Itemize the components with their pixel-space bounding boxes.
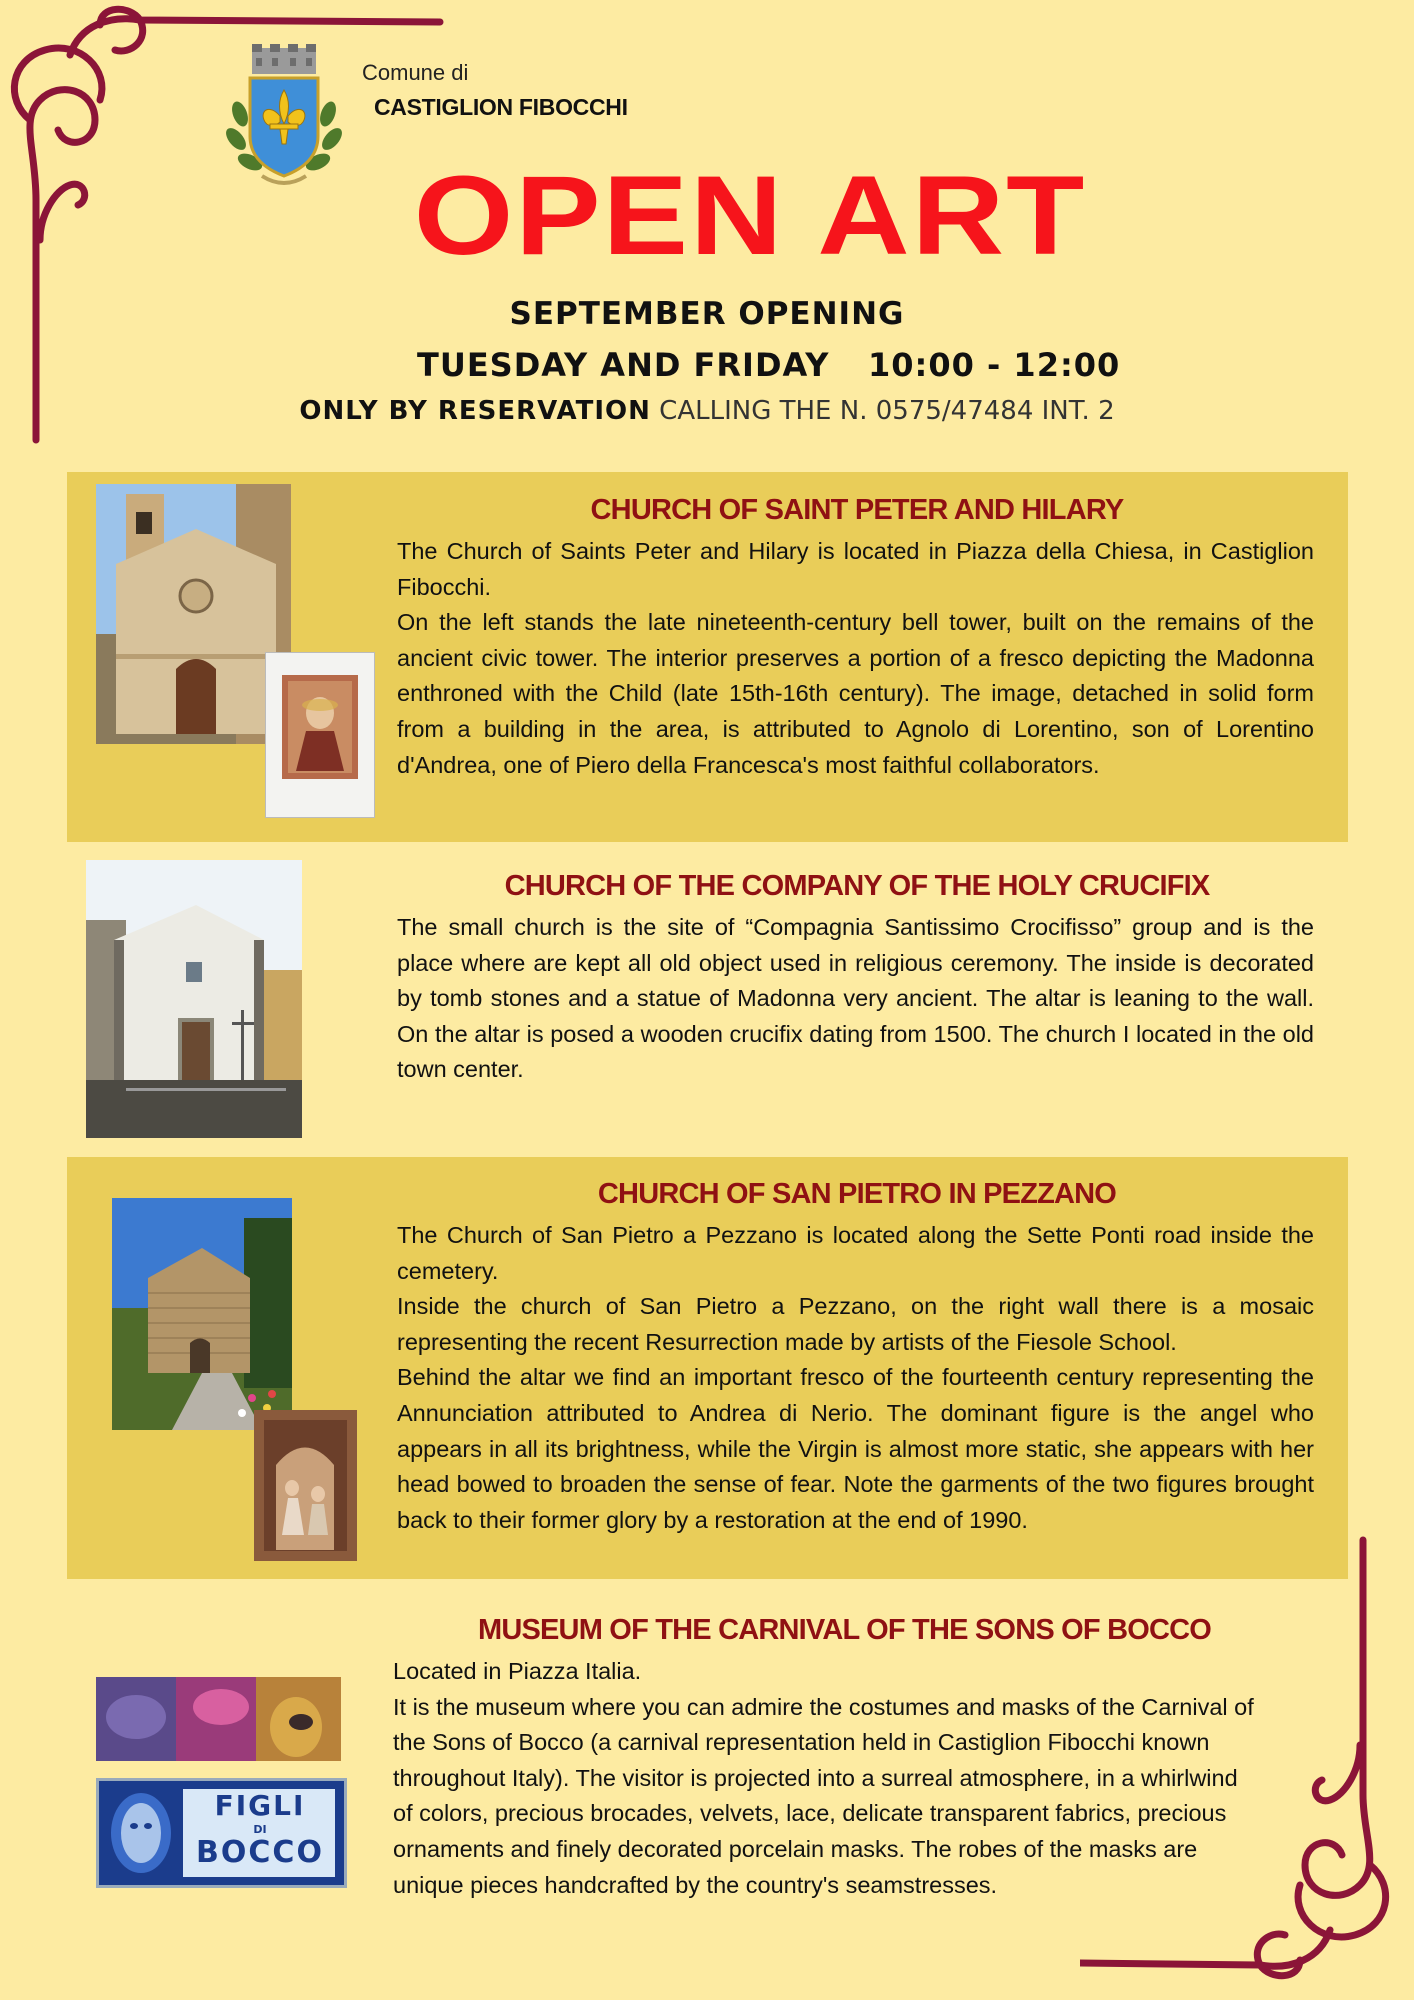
logo-line-1: FIGLI	[214, 1789, 306, 1822]
section-4-title: MUSEUM OF THE CARNIVAL OF THE SONS OF BOCCO	[477, 1614, 1212, 1646]
church-holy-crucifix-photo	[86, 860, 302, 1138]
reservation-phone: CALLING THE N. 0575/47484 INT. 2	[650, 396, 1115, 426]
section-2-title: CHURCH OF THE COMPANY OF THE HOLY CRUCIFIX	[504, 870, 1210, 902]
page-title: OPEN ART	[413, 152, 1087, 279]
section-3-title: CHURCH OF SAN PIETRO IN PEZZANO	[597, 1178, 1117, 1210]
logo-line-2: DI	[253, 1823, 267, 1836]
opening-hours: 10:00 - 12:00	[868, 346, 1121, 384]
fresco-annunciation-photo	[254, 1410, 357, 1561]
opening-days: TUESDAY AND FRIDAY	[417, 346, 830, 384]
section-1-paragraph: On the left stands the late nineteenth-century bell tower, built on the remains of the ancient civic tower. The interior preserves a portion of a fresco depicting the Madonna enthroned with the Child (late 15th-16th century). The image, detached in solid form from a building in the area, is attributed to Agnolo di Lorentino, son of Lorentino d'Andrea, one of Piero della Francesca's most faithful collaborators.	[397, 609, 1314, 778]
section-4-body	[393, 1654, 1255, 1903]
comune-name: CASTIGLION FIBOCCHI	[374, 94, 628, 120]
opening-days-row	[0, 346, 1414, 386]
section-3-paragraph: Behind the altar we find an important fresco of the fourteenth century representing the Annunciation attributed to Andrea di Nerio. The dominant figure is the angel who appears in all its brightness, while the Virgin is almost more static, she appears with her head bowed to broaden the sense of fear. Note the garments of the two figures brought back to their former glory by a restoration at the end of 1990.	[397, 1364, 1314, 1533]
section-3-paragraph: Inside the church of San Pietro a Pezzano, on the right wall there is a mosaic representing the recent Resurrection made by artists of the Fiesole School.	[397, 1293, 1314, 1355]
comune-label: Comune di	[362, 60, 469, 85]
carnival-masks-photo	[96, 1677, 341, 1761]
section-1-title: CHURCH OF SAINT PETER AND HILARY	[590, 494, 1124, 526]
section-1-body	[397, 534, 1314, 783]
fresco-madonna-photo	[266, 653, 374, 817]
logo-line-3: BOCCO	[196, 1835, 324, 1870]
opening-month: SEPTEMBER OPENING	[509, 296, 905, 332]
coat-of-arms-logo	[222, 44, 346, 189]
fresco-madonna-frame	[265, 652, 375, 818]
section-3-body	[397, 1218, 1314, 1538]
reservation-bold: ONLY BY RESERVATION	[299, 396, 651, 426]
section-2-paragraph: The small church is the site of “Compagnia Santissimo Crocifisso” group and is the place where are kept all old object used in religious ceremony. The inside is decorated by tomb stones and a statue of Madonna very ancient. The altar is leaning to the wall. On the altar is posed a wooden crucifix dating from 1500. The church I located in the old town center.	[397, 914, 1314, 1083]
figli-di-bocco-logo	[96, 1778, 347, 1888]
section-4-paragraph: It is the museum where you can admire the costumes and masks of the Carnival of the Sons of Bocco (a carnival representation held in Castiglion Fibocchi known throughout Italy). The visitor is projected into a surreal atmosphere, in a whirlwind of colors, precious brocades, velvets, lace, delicate transparent fabrics, precious ornaments and finely decorated porcelain masks. The robes of the masks are unique pieces handcrafted by the country's seamstresses.	[393, 1693, 1254, 1898]
church-saint-peter-photo	[96, 484, 291, 744]
section-2-body	[397, 910, 1314, 1088]
section-3-paragraph: The Church of San Pietro a Pezzano is located along the Sette Ponti road inside the cemetery.	[397, 1222, 1314, 1284]
church-san-pietro-pezzano-photo	[112, 1198, 292, 1430]
reservation-line	[0, 396, 1414, 426]
section-4-paragraph: Located in Piazza Italia.	[393, 1658, 642, 1684]
section-1-paragraph: The Church of Saints Peter and Hilary is located in Piazza della Chiesa, in Castiglion Fibocchi.	[397, 538, 1314, 600]
